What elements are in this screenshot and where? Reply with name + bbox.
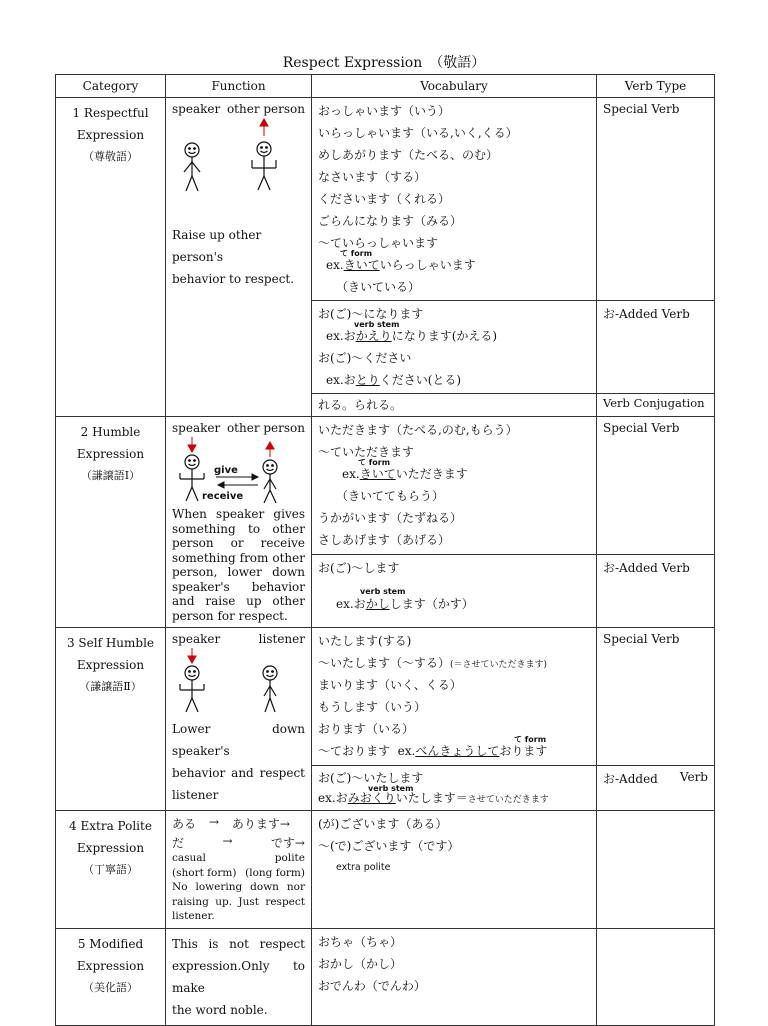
vocab-humble-special: いただきます（たべる,のむ,もらう） 〜ていただきます て form ex.きいていただきます （きいててもらう） うかがいます（たずねる） さしあげます（あげる） [312,417,597,555]
verb-type-empty [597,928,715,1025]
vocab-conjugation: れる。られる。 [312,394,597,417]
te-form-tag: て form [514,735,547,744]
example-line: て form ex.きいていただきます [342,458,468,481]
category-cell: 3 Self Humble Expression （謙譲語Ⅱ） [56,628,166,811]
verb-type-conjugation: Verb Conjugation [597,394,715,417]
raise-up-arrow-icon [260,119,268,136]
function-cell: This is not respect expression.Only to make the word noble. [166,928,312,1025]
vocab-humble-added: お(ご)〜します verb stem ex.おかしします（かす） [312,555,597,628]
vocab-self-humble-added: お(ご)〜いたします verb stem ex.おみおくりいたします＝させていただきます [312,765,597,810]
verb-type-added: お-Added Verb [597,301,715,394]
vocab-respectful-added: お(ご)〜になります verb stem ex.おかえりになります(かえる) お(ご)〜ください ex.おとりください(とる) [312,301,597,394]
row-humble [56,417,715,555]
vocab-self-humble-special: いたします(する) 〜いたします（〜する）(＝させていただきます) まいります（いく、くる） もうします（いう） おります（いる） て form 〜ております ex.べんきょうしております [312,628,597,766]
vocab-line: めしあがります（たべる、のむ） [318,148,499,162]
example-line: て form ex.きいていらっしゃいます [326,249,476,272]
verb-type-special: Special Verb [597,98,715,301]
lower-down-arrow-icon [188,437,196,452]
row-self-humble [56,628,715,766]
function-cell: speaker listener Lower down speaker's behavior and respect listener [166,628,312,811]
category-cell: 1 Respectful Expression （尊敬語） [56,98,166,417]
verb-type-special: Special Verb [597,628,715,766]
function-cell: ある → あります→ だ → です→ casual polite (short form) (long form) No lowering down nor raising up. Just respect listener. [166,811,312,929]
header-category: Category [56,75,166,98]
respect-expression-table [55,74,715,1026]
category-cell: 5 Modified Expression （美化語） [56,928,166,1025]
category-cell: 2 Humble Expression （謙譲語Ⅰ） [56,417,166,628]
vocab-respectful-special [312,98,597,301]
verb-type-special: Special Verb [597,417,715,555]
vocab-line: ごらんになります（みる） [318,214,463,228]
other-person-figure-icon [252,142,276,190]
example-line: ex.おとりください(とる) [326,373,462,387]
verb-type-added: お-Added Verb [597,555,715,628]
verb-stem-tag: verb stem [354,320,400,329]
extra-polite-note: extra polite [336,862,391,873]
example-line: て form 〜ております ex.べんきょうしております [318,735,548,758]
row-respectful [56,98,715,301]
receive-label: receive [202,491,244,502]
other-person-figure-icon [263,460,277,503]
vocab-line: 〜ていらっしゃいます [318,236,439,250]
example-line: verb stem ex.おかえりになります(かえる) [326,320,498,343]
header-verb-type: Verb Type [597,75,715,98]
verb-type-added: お-Added Verb [597,765,715,810]
exchange-arrows-icon [216,474,258,488]
verb-type-empty [597,811,715,929]
te-form-tag: て form [358,458,391,467]
verb-stem-tag: verb stem [368,783,414,793]
row-extra-polite [56,811,715,929]
example-line: verb stem ex.おみおくりいたします＝させていただきます [318,783,549,805]
vocab-line: おっしゃいます（いう） [318,104,451,118]
vocab-extra-polite: (が)ございます（ある） 〜(で)ございます（です） extra polite [312,811,597,929]
header-vocabulary: Vocabulary [312,75,597,98]
lower-down-arrow-icon [188,648,196,663]
stick-figures-illustration [172,116,305,196]
example-note: （きいている） [336,280,421,294]
function-cell: speaker other person Raise up other person's behavior to respect. [166,98,312,417]
give-receive-illustration [172,435,305,505]
header-function: Function [166,75,312,98]
vocab-line: いらっしゃいます（いる,いく,くる） [318,126,518,140]
speaker-listener-illustration [172,646,305,716]
header-row [56,75,715,98]
example-line: verb stem ex.おかしします（かす） [336,587,474,612]
function-cell: speaker other person give receive When speaker gives something to other person or receive something from other person, lower down speaker's behavior and raise up other person for respect. [166,417,312,628]
listener-figure-icon [263,666,277,712]
page-title: Respect Expression （敬語） [282,55,486,71]
te-form-tag: て form [340,249,373,258]
give-label: give [214,465,238,476]
vocab-line: くださいます（くれる） [318,192,451,206]
verb-stem-tag: verb stem [360,587,406,597]
vocab-line: なさいます（する） [318,170,427,184]
speaker-figure-icon [184,143,200,191]
vocab-modified: おちゃ（ちゃ） おかし（かし） おでんわ（でんわ） [312,928,597,1025]
row-modified [56,928,715,1025]
speaker-figure-icon [180,455,204,501]
category-cell: 4 Extra Polite Expression （丁寧語） [56,811,166,929]
speaker-figure-icon [180,666,204,712]
raise-up-arrow-icon [266,442,274,457]
